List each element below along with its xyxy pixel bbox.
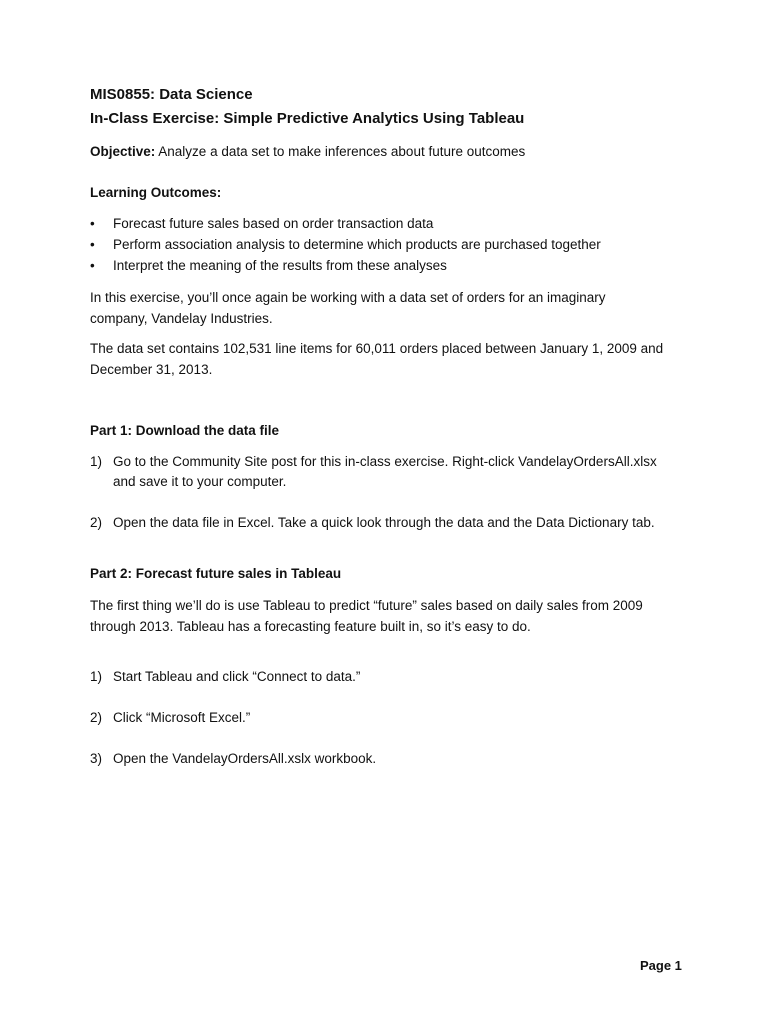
list-item-text: Perform association analysis to determine which products are purchased together [113,237,601,252]
step-number: 2) [90,515,103,530]
step-text: Start Tableau and click “Connect to data.” [113,669,361,684]
bullet-icon: • [90,258,95,273]
list-item-text: Forecast future sales based on order transaction data [113,216,434,231]
step-text: Go to the Community Site post for this in-class exercise. Right-click VandelayOrdersAll.xlsx [113,454,657,469]
step-text: and save it to your computer. [113,474,287,489]
part2-intro-line-2: through 2013. Tableau has a forecasting feature built in, so it’s easy to do. [90,619,531,634]
part2-heading: Part 2: Forecast future sales in Tableau [90,566,342,581]
intro-paragraph-1-line-2: company, Vandelay Industries. [90,311,273,326]
step-number: 3) [90,751,103,766]
step-text: Open the data file in Excel. Take a quick look through the data and the Data Dictionary tab. [113,515,655,530]
step-text: Click “Microsoft Excel.” [113,710,251,725]
intro-paragraph-2-line-2: December 31, 2013. [90,362,213,377]
objective-text: Analyze a data set to make inferences about future outcomes [155,144,526,159]
step-text: Open the VandelayOrdersAll.xslx workbook. [113,751,377,766]
list-item-text: Interpret the meaning of the results from these analyses [113,258,447,273]
step-number: 2) [90,710,103,725]
intro-paragraph-1-line-1: In this exercise, you’ll once again be working with a data set of orders for an imaginary [90,290,606,305]
exercise-title: In-Class Exercise: Simple Predictive Analytics Using Tableau [90,110,525,127]
learning-outcomes-heading: Learning Outcomes: [90,185,222,200]
step-number: 1) [90,669,103,684]
objective [90,141,690,162]
part2-intro-line-1: The first thing we’ll do is use Tableau to predict “future” sales based on daily sales from 2009 [90,598,643,613]
step-number: 1) [90,454,103,469]
course-title: MIS0855: Data Science [90,86,253,103]
part1-heading: Part 1: Download the data file [90,423,280,438]
bullet-icon: • [90,216,95,231]
bullet-icon: • [90,237,95,252]
page-number: Page 1 [640,958,682,973]
objective-label: Objective: [90,144,156,159]
intro-paragraph-2-line-1: The data set contains 102,531 line items for 60,011 orders placed between January 1, 2009 and [90,341,664,356]
